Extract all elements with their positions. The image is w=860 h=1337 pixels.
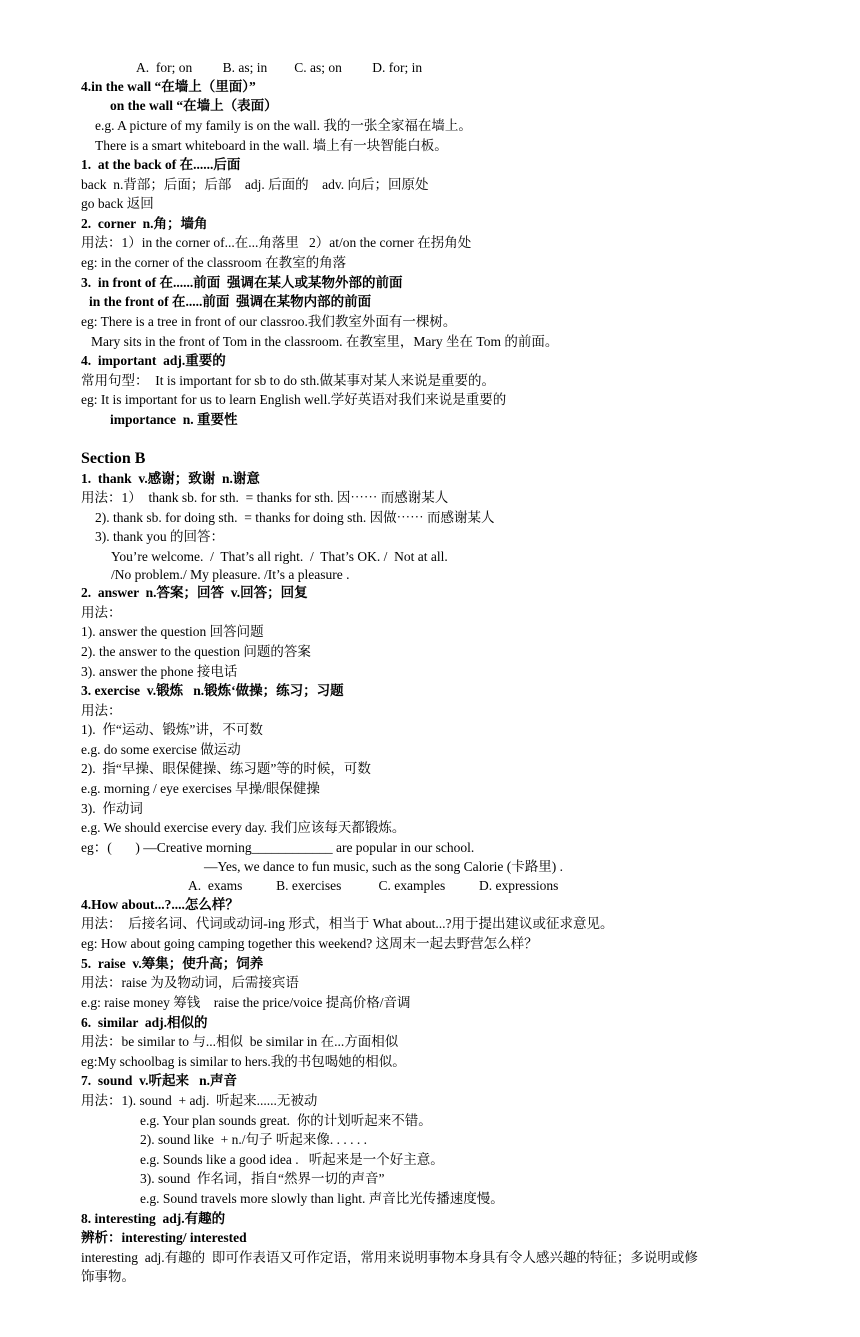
text-line: 2). thank sb. for doing sth. = thanks for doing sth. 因做⋯⋯ 而感谢某人 xyxy=(95,510,495,525)
text-line: 饰事物。 xyxy=(81,1269,135,1284)
heading-line: in the front of 在.....前面 强调在某物内部的前面 xyxy=(89,294,372,309)
text-line: eg: in the corner of the classroom 在教室的角落 xyxy=(81,255,347,270)
heading-line: 1. thank v.感谢；致谢 n.谢意 xyxy=(81,471,260,486)
text-line: 用法：be similar to 与...相似 be similar in 在...方面相似 xyxy=(81,1034,399,1049)
section-title: Section B xyxy=(81,450,146,467)
text-line: e.g. Sound travels more slowly than light. 声音比光传播速度慢。 xyxy=(140,1191,504,1206)
text-line: 用法：1） thank sb. for sth. = thanks for sth. 因⋯⋯ 而感谢某人 xyxy=(81,490,449,505)
text-line: /No problem./ My pleasure. /It’s a pleasure . xyxy=(111,567,350,582)
text-line: 用法： xyxy=(81,605,122,620)
heading-line: 辨析：interesting/ interested xyxy=(81,1230,247,1245)
text-line: Mary sits in the front of Tom in the classroom. 在教室里，Mary 坐在 Tom 的前面。 xyxy=(91,334,559,349)
text-line: e.g. Sounds like a good idea . 听起来是一个好主意。 xyxy=(140,1152,444,1167)
text-line: e.g. A picture of my family is on the wall. 我的一张全家福在墙上。 xyxy=(95,118,472,133)
heading-line: 3. exercise v.锻炼 n.锻炼‘做操；练习；习题 xyxy=(81,683,344,698)
heading-line: on the wall “在墙上（表面） xyxy=(110,98,278,113)
text-line: 1). answer the question 回答问题 xyxy=(81,624,264,639)
text-line: 用法： xyxy=(81,703,122,718)
text-line: back n.背部；后面；后部 adj. 后面的 adv. 向后；回原处 xyxy=(81,177,429,192)
heading-line: 1. at the back of 在......后面 xyxy=(81,157,241,172)
text-line: You’re welcome. / That’s all right. / That’s OK. / Not at all. xyxy=(111,549,448,564)
heading-line: 6. similar adj.相似的 xyxy=(81,1015,208,1030)
text-line: eg：( ) —Creative morning____________ are popular in our school. xyxy=(81,840,475,855)
text-line: 2). 指“早操、眼保健操、练习题”等的时候，可数 xyxy=(81,761,371,776)
text-line: 用法：1）in the corner of...在...角落里 2）at/on the corner 在拐角处 xyxy=(81,235,472,250)
text-line: A. for; on B. as; in C. as; on D. for; in xyxy=(136,60,423,75)
text-line: 2). the answer to the question 问题的答案 xyxy=(81,644,311,659)
text-line: A. exams B. exercises C. examples D. expressions xyxy=(188,878,559,893)
text-line: 3). 作动词 xyxy=(81,801,143,816)
text-line: 常用句型： It is important for sb to do sth.做某事对某人来说是重要的。 xyxy=(81,373,495,388)
text-line: 3). thank you 的回答： xyxy=(95,529,224,544)
text-line: e.g. Your plan sounds great. 你的计划听起来不错。 xyxy=(140,1113,432,1128)
text-line: 1). 作“运动、锻炼”讲，不可数 xyxy=(81,722,263,737)
heading-line: 4.in the wall “在墙上（里面）” xyxy=(81,79,256,94)
text-line: interesting adj.有趣的 即可作表语又可作定语，常用来说明事物本身具有令人感兴趣的特征；多说明或修 xyxy=(81,1250,698,1265)
text-line: 2). sound like + n./句子 听起来像. . . . . . xyxy=(140,1132,367,1147)
text-line: e.g. We should exercise every day. 我们应该每天都锻炼。 xyxy=(81,820,406,835)
heading-line: 3. in front of 在......前面 强调在某人或某物外部的前面 xyxy=(81,275,403,290)
heading-line: 7. sound v.听起来 n.声音 xyxy=(81,1073,238,1088)
heading-line: 4.How about...?....怎么样？ xyxy=(81,897,239,912)
text-line: e.g. do some exercise 做运动 xyxy=(81,742,241,757)
text-line: eg:My schoolbag is similar to hers.我的书包喝她的相似。 xyxy=(81,1054,406,1069)
text-line: eg: There is a tree in front of our classroo.我们教室外面有一棵树。 xyxy=(81,314,457,329)
text-line: eg: It is important for us to learn English well.学好英语对我们来说是重要的 xyxy=(81,392,507,407)
heading-line: 2. corner n.角；墙角 xyxy=(81,216,208,231)
text-line: There is a smart whiteboard in the wall. 墙上有一块智能白板。 xyxy=(95,138,448,153)
text-line: 用法：raise 为及物动词，后需接宾语 xyxy=(81,975,299,990)
text-line: 用法： 后接名词、代词或动词-ing 形式，相当于 What about...?用于提出建议或征求意见。 xyxy=(81,916,614,931)
heading-line: 5. raise v.筹集；使升高；饲养 xyxy=(81,956,264,971)
text-line: 用法：1). sound + adj. 听起来......无被动 xyxy=(81,1093,318,1108)
heading-line: 8. interesting adj.有趣的 xyxy=(81,1211,226,1226)
heading-line: 2. answer n.答案；回答 v.回答；回复 xyxy=(81,585,308,600)
text-line: 3). sound 作名词，指自“然界一切的声音” xyxy=(140,1171,385,1186)
text-line: e.g: raise money 筹钱 raise the price/voice 提高价格/音调 xyxy=(81,995,411,1010)
heading-line: importance n. 重要性 xyxy=(110,412,238,427)
text-line: 3). answer the phone 接电话 xyxy=(81,664,238,679)
text-line: —Yes, we dance to fun music, such as the song Calorie (卡路里) . xyxy=(204,859,563,874)
text-line: eg: How about going camping together this weekend? 这周末一起去野营怎么样？ xyxy=(81,936,538,951)
text-line: e.g. morning / eye exercises 早操/眼保健操 xyxy=(81,781,320,796)
heading-line: 4. important adj.重要的 xyxy=(81,353,226,368)
text-line: go back 返回 xyxy=(81,196,154,211)
